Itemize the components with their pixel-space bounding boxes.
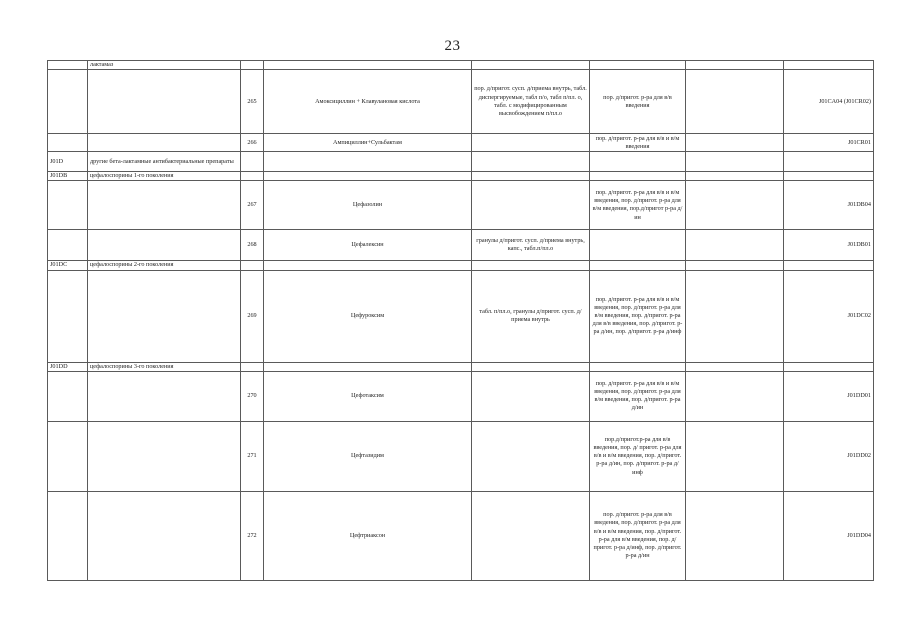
atc-group-name (88, 491, 241, 580)
atc-code: J01CR01 (784, 134, 874, 152)
atc-code: J01DD04 (784, 491, 874, 580)
oral-forms (472, 362, 590, 371)
oral-forms: табл. п/пл.о, гранулы д/пригот. сусп. д/приема внутрь (472, 270, 590, 362)
atc-code (784, 362, 874, 371)
atc-group-name: цефалоспорины 2-го поколения (88, 261, 241, 270)
extra-cell (686, 152, 784, 172)
atc-code (784, 61, 874, 70)
injection-forms (590, 230, 686, 261)
oral-forms (472, 152, 590, 172)
atc-group-name (88, 270, 241, 362)
atc-code: J01DB04 (784, 181, 874, 230)
injection-forms (590, 61, 686, 70)
atc-group-name: другие бета-лактамные антибактериальные препараты (88, 152, 241, 172)
drug-name (264, 172, 472, 181)
drug-name (264, 61, 472, 70)
atc-group-code (48, 181, 88, 230)
table-row (48, 261, 874, 270)
atc-group-name (88, 181, 241, 230)
oral-forms (472, 261, 590, 270)
table-row (48, 70, 874, 134)
atc-code: J01DD01 (784, 371, 874, 421)
drug-name: Амоксициллин + Клавулановая кислота (264, 70, 472, 134)
atc-code: J01DD02 (784, 421, 874, 491)
atc-group-name: цефалоспорины 3-го поколения (88, 362, 241, 371)
drug-name: Ампициллин+Сульбактам (264, 134, 472, 152)
extra-cell (686, 61, 784, 70)
injection-forms (590, 152, 686, 172)
atc-group-code: J01D (48, 152, 88, 172)
drug-name (264, 362, 472, 371)
injection-forms: пор. д/пригот. р-ра для в/в и в/м введения, пор. д/пригот. р-ра для в/м введения, пор.д/пригот р-ра д/ин (590, 181, 686, 230)
row-number: 266 (241, 134, 264, 152)
extra-cell (686, 172, 784, 181)
injection-forms: пор. д/пригот. р-ра для в/в и в/м введения (590, 134, 686, 152)
table-row (48, 181, 874, 230)
table-row (48, 61, 874, 70)
extra-cell (686, 491, 784, 580)
atc-group-code (48, 230, 88, 261)
oral-forms (472, 172, 590, 181)
extra-cell (686, 70, 784, 134)
injection-forms (590, 261, 686, 270)
row-number: 267 (241, 181, 264, 230)
drug-name: Цефазолин (264, 181, 472, 230)
atc-group-name (88, 70, 241, 134)
injection-forms: пор. д/пригот. р-ра для в/в введения (590, 70, 686, 134)
drug-table (47, 60, 874, 581)
extra-cell (686, 371, 784, 421)
drug-name: Цефалексин (264, 230, 472, 261)
extra-cell (686, 362, 784, 371)
oral-forms (472, 421, 590, 491)
atc-group-code (48, 61, 88, 70)
atc-group-name (88, 134, 241, 152)
row-number (241, 172, 264, 181)
page-number: 23 (444, 38, 461, 54)
row-number: 265 (241, 70, 264, 134)
injection-forms (590, 362, 686, 371)
atc-code (784, 261, 874, 270)
oral-forms (472, 61, 590, 70)
drug-name: Цефуроксим (264, 270, 472, 362)
injection-forms: пор. д/пригот. р-ра для в/в введения, пор. д/пригот. р-ра для в/в и в/м введения, пор. д/пригот. р-ра для в/м введения, пор. д/пригот. р-ра д/инф, пор. д/пригот. р-ра д/ин (590, 491, 686, 580)
row-number (241, 261, 264, 270)
extra-cell (686, 270, 784, 362)
row-number: 271 (241, 421, 264, 491)
table-row (48, 362, 874, 371)
oral-forms (472, 491, 590, 580)
drug-name: Цефотаксим (264, 371, 472, 421)
table-row (48, 152, 874, 172)
atc-code: J01DC02 (784, 270, 874, 362)
oral-forms (472, 371, 590, 421)
row-number: 270 (241, 371, 264, 421)
atc-group-code (48, 134, 88, 152)
injection-forms: пор. д/пригот. р-ра для в/в и в/м введения, пор. д/пригот. р-ра для в/м введения, пор. д/пригот. р-ра для в/в введения, пор. д/пригот. р-ра д/ин, пор. д/пригот. р-ра д/инф (590, 270, 686, 362)
atc-group-name: лактамаз (88, 61, 241, 70)
drug-name: Цефтазидим (264, 421, 472, 491)
atc-group-code (48, 270, 88, 362)
atc-code (784, 172, 874, 181)
injection-forms (590, 172, 686, 181)
extra-cell (686, 230, 784, 261)
oral-forms (472, 134, 590, 152)
atc-group-name (88, 230, 241, 261)
table-row (48, 491, 874, 580)
atc-group-code: J01DD (48, 362, 88, 371)
drug-name (264, 152, 472, 172)
drug-name: Цефтриаксон (264, 491, 472, 580)
oral-forms: пор. д/пригот. сусп. д/приема внутрь, табл. диспергируемые, табл п/о, табл п/пл. о, табл. с модифицированным высвобождением п/пл.о (472, 70, 590, 134)
injection-forms: пор. д/пригот. р-ра для в/в и в/м введения, пор. д/пригот. р-ра для в/м введения, пор. д/пригот. р-ра д/ин (590, 371, 686, 421)
atc-code: J01CA04 (J01CR02) (784, 70, 874, 134)
injection-forms: пор.д/пригот.р-ра для в/в введения, пор. д/ пригот. р-ра для в/в и в/м введения, пор. д/пригот. р-ра д/ин, пор. д/пригот. р-ра д/инф (590, 421, 686, 491)
table-row (48, 371, 874, 421)
row-number: 269 (241, 270, 264, 362)
table-row (48, 270, 874, 362)
table-row (48, 172, 874, 181)
row-number: 268 (241, 230, 264, 261)
atc-group-code (48, 70, 88, 134)
atc-group-code (48, 371, 88, 421)
atc-group-name (88, 371, 241, 421)
atc-group-code (48, 421, 88, 491)
table-row (48, 421, 874, 491)
extra-cell (686, 181, 784, 230)
row-number (241, 61, 264, 70)
extra-cell (686, 134, 784, 152)
table-row (48, 230, 874, 261)
atc-group-code: J01DC (48, 261, 88, 270)
table-row (48, 134, 874, 152)
atc-group-name: цефалоспорины 1-го поколения (88, 172, 241, 181)
oral-forms: гранулы д/пригот. сусп. д/приема внутрь, капс., табл.п/пл.о (472, 230, 590, 261)
oral-forms (472, 181, 590, 230)
row-number (241, 362, 264, 371)
atc-group-code: J01DB (48, 172, 88, 181)
drug-name (264, 261, 472, 270)
atc-code (784, 152, 874, 172)
extra-cell (686, 421, 784, 491)
atc-code: J01DB01 (784, 230, 874, 261)
atc-group-code (48, 491, 88, 580)
extra-cell (686, 261, 784, 270)
row-number: 272 (241, 491, 264, 580)
row-number (241, 152, 264, 172)
atc-group-name (88, 421, 241, 491)
